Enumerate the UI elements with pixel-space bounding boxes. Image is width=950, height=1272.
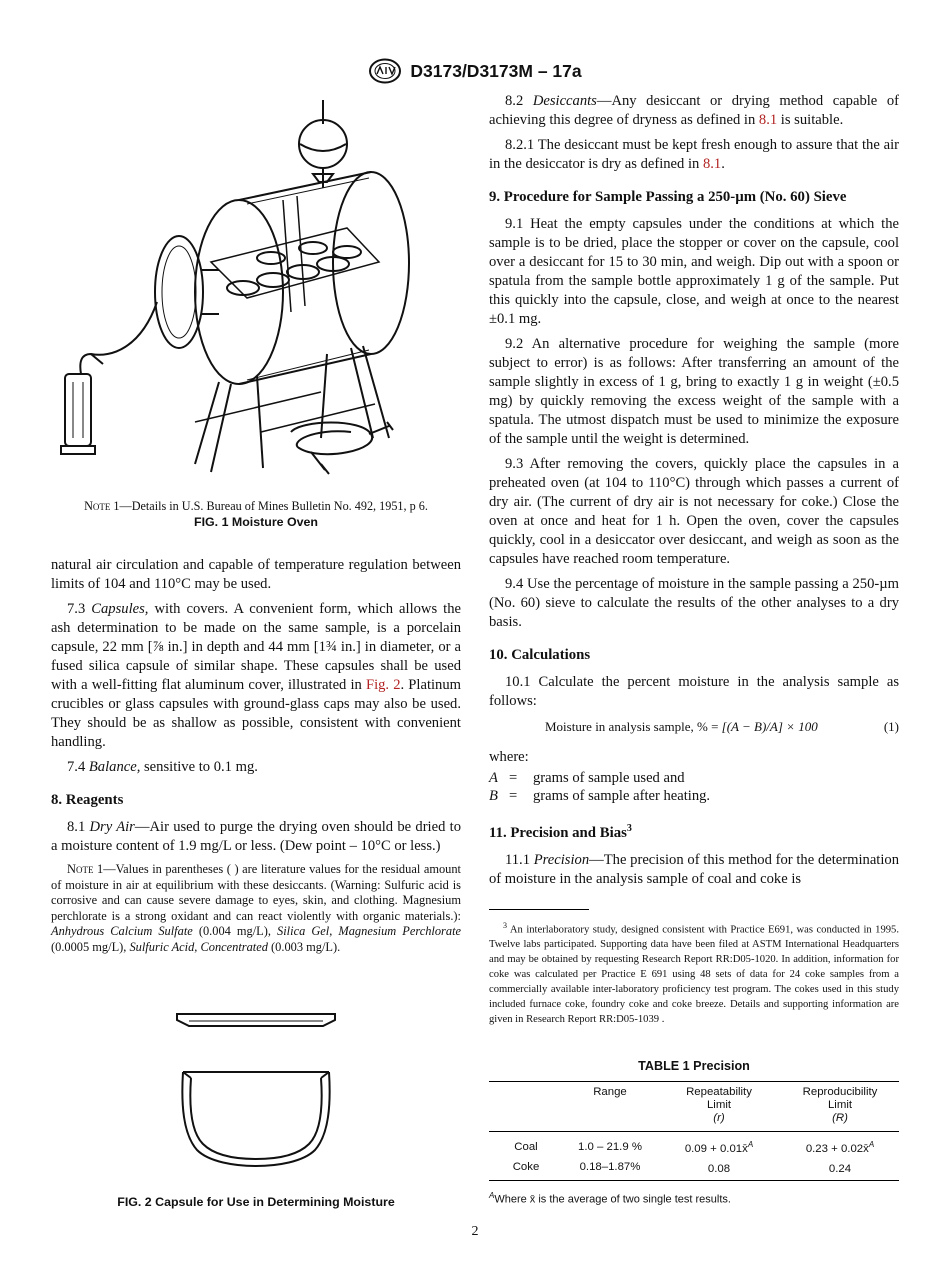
paragraph-9-2: 9.2 An alternative procedure for weighing the sample (more subject to error) is as follows: After transferring an amount of the sample slightly in excess of 1 g, bring to exactly 1 g in weight (±0.5 mg) by quickly removing the excess weight of the sample with a spatula. The utmost dispatch must be used to minimize the exposure of the sample until the weight is determined. [489,336,899,447]
header-empty [489,1082,563,1132]
fig2-link[interactable]: Fig. 2 [365,677,401,693]
fig1-caption: FIG. 1 Moisture Oven [194,515,318,529]
fig1-note: Note 1—Details in U.S. Bureau of Mines Bulletin No. 492, 1951, p 6. [84,499,428,513]
equation-number: (1) [883,719,899,734]
paragraph-9-1: 9.1 Heat the empty capsules under the conditions at which the sample is to be dried, place the stopper or cover on the capsule, cool over a desiccant for 15 to 30 min, and weigh. Dip out with a spoon or spatula from the sample bottle approximately 1 g of the sample. Put this quickly into the capsule, close, and weigh at once to the nearest ±0.1 mg. [489,216,899,327]
header-repeatability: Repeatability Limit (r) [686,1086,752,1125]
left-column [51,92,461,1210]
section-9-heading: 9. Procedure for Sample Passing a 250-µm (No. 60) Sieve [489,189,847,205]
precision-table [489,1081,899,1181]
header-range: Range [593,1086,627,1099]
section-8-heading: 8. Reagents [51,792,124,808]
table-header-row [489,1082,899,1132]
section-11-heading: 11. Precision and Bias$^3$ [489,823,632,841]
table-1-title: TABLE 1 Precision [638,1059,750,1074]
astm-logo-icon [368,58,402,84]
variable-definitions [489,769,899,805]
fig2-caption: FIG. 2 Capsule for Use in Determining Moisture [117,1194,395,1209]
capsule-illustration [51,984,461,1194]
table-row: Coal 1.0 – 21.9 % 0.09 + 0.01x̄$^A$ 0.23 + 0.02x̄$^A$ [514,1140,875,1156]
paragraph-7-2-continued: natural air circulation and capable of temperature regulation between limits of 104 and 110°C may be used. [51,557,461,592]
document-id: D3173/D3173M – 17a [410,60,582,81]
variable-definition: A = grams of sample used and [489,770,685,786]
section-8-1-link[interactable]: 8.1 [758,112,778,128]
footnote-3: $^3$ An interlaboratory study, designed consistent with Practice E691, was conducted in 1995. Twelve labs participated. Supporting data have been filed at ASTM International Headquarters and may be obtained by requesting Research Report RR:D05-1020. In addition, information for coke was calculated per Practice E 691 using 48 sets of data for 24 coke samples from a commercially available inter-laboratory proficiency test program. The cokes used in this study included furnace coke, foundry coke and coke breeze. Details and supporting information are given in Research Report RR:D05-1039 . [489,920,899,1026]
section-8-1-link[interactable]: 8.1 [702,156,722,172]
page-header [0,56,950,86]
table-row: Coke 0.18–1.87% 0.08 0.24 [489,1157,899,1180]
page-number: 2 [471,1224,479,1239]
right-column [489,92,899,1210]
paragraph-8-2-1: 8.2.1 The desiccant must be kept fresh enough to assure that the air in the desiccator is dry as defined in 8.1. [489,137,899,172]
paragraph-11-1: 11.1 Precision—The precision of this method for the determination of moisture in the analysis sample of coal and coke is [489,851,899,887]
paragraph-7-4: 7.4 Balance, sensitive to 0.1 mg. [67,759,258,775]
table-footnote: $^A$Where x̄ is the average of two single test results. [489,1191,731,1206]
section-10-heading: 10. Calculations [489,647,591,663]
variable-definition: B = grams of sample after heating. [489,788,711,804]
paragraph-10-1: 10.1 Calculate the percent moisture in the analysis sample as follows: [489,674,899,709]
paragraph-9-3: 9.3 After removing the covers, quickly place the capsules in a preheated oven (at 104 to 110°C) through which passes a current of dry air. (The current of dry air is not necessary for coke.) Close the oven at once and heat for 1 h. Open the oven, cover the capsules quickly, cool in a desiccator over desiccant, and weigh as soon as the capsules have reached room temperature. [489,456,899,567]
paragraph-9-4: 9.4 Use the percentage of moisture in the sample passing a 250-µm (No. 60) sieve to calculate the results of the other analyses to a dry basis. [489,576,899,630]
paragraph-7-3: 7.3 Capsules, with covers. A convenient form, which allows the ash determination to be made on the same sample, is a porcelain capsule, 22 mm [⅞ in.] in depth and 44 mm [1¾ in.] in diameter, or a fused silica capsule of similar shape. These capsules shall be used with a well-fitting flat aluminum cover, illustrated in Fig. 2. Platinum crucibles or glass capsules with ground-glass caps may also be used. They should be as shallow as possible, consistent with convenient handling. [51,601,461,750]
moisture-oven-illustration [51,92,461,492]
paragraph-8-2: 8.2 Desiccants—Any desiccant or drying method capable of achieving this degree of dryness as defined in 8.1 is suitable. [489,93,899,128]
desiccant-note: Note 1—Values in parentheses ( ) are literature values for the residual amount of moisture in air at equilibrium with these desiccants. (Warning: Sulfuric acid is corrosive and can cause severe damage to eyes, skin, and clothing. Magnesium perchlorate is a strong oxidant and can react violently with organic materials.): Anhydrous Calcium Sulfate (0.004 mg/L), Silica Gel, Magnesium Perchlorate (0.0005 mg/L), Sulfuric Acid, Concentrated (0.003 mg/L). [51,862,462,954]
header-reproducibility: Reproducibility Limit (R) [802,1086,878,1125]
paragraph-8-1: 8.1 Dry Air—Air used to purge the drying oven should be dried to a moisture content of 1.9 mg/L or less. (Dew point – 10°C or less.) [51,819,462,854]
footnote-divider [489,909,589,910]
where-label: where: [489,749,529,765]
equation-1: Moisture in analysis sample, % = [(A − B)/A] × 100 (1) [545,719,899,734]
